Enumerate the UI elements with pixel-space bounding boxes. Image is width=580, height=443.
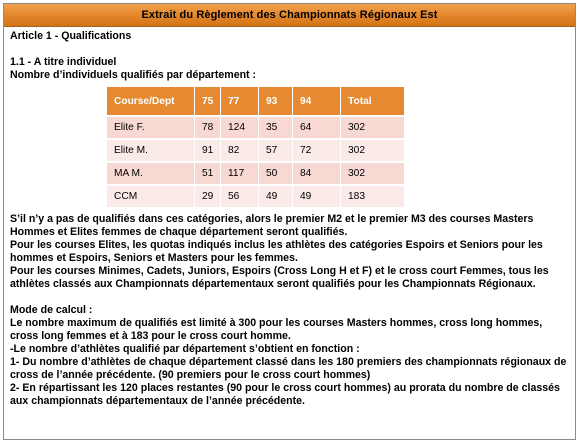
cell-75: 78	[195, 116, 221, 139]
cell-77: 56	[221, 185, 259, 207]
cell-total: 302	[341, 139, 405, 162]
calcul-max: Le nombre maximum de qualifiés est limité à 300 pour les courses Masters hommes, cross long hommes, cross long femmes et à 183 pour le cross court homme.	[10, 317, 543, 342]
cell-total: 302	[341, 116, 405, 139]
header-course: Course/Dept	[107, 87, 195, 116]
cell-75: 91	[195, 139, 221, 162]
table-row	[107, 116, 404, 139]
header-94: 94	[293, 87, 341, 116]
header-total: Total	[341, 87, 405, 116]
paragraph-minimes: Pour les courses Minimes, Cadets, Juniors, Espoirs (Cross Long H et F) et le cross court Femmes, tous les athlètes classés aux Championnats départementaux seront qualifiés pour les Championnats Régionaux.	[10, 265, 549, 290]
header-75: 75	[195, 87, 221, 116]
table-row	[107, 162, 404, 185]
cell-94: 72	[293, 139, 341, 162]
paragraph-elites: Pour les courses Elites, les quotas indiqués inclus les athlètes des catégories Espoirs et Seniors pour les hommes et Espoirs, Seniors et Masters pour les femmes.	[10, 239, 543, 264]
spacer	[10, 291, 569, 304]
cell-course: Elite M.	[107, 139, 195, 162]
cell-75: 29	[195, 185, 221, 207]
table-header-row	[107, 87, 404, 116]
header-77: 77	[221, 87, 259, 116]
calcul-rule-2: 2- En répartissant les 120 places restantes (90 pour le cross court hommes) au prorata du nombre de classés aux championnats départementaux de l’année précédente.	[10, 382, 560, 407]
table-row	[107, 185, 404, 207]
cell-course: Elite F.	[107, 116, 195, 139]
qualification-table	[107, 87, 404, 207]
cell-75: 51	[195, 162, 221, 185]
article-title: Article 1 - Qualifications	[10, 30, 132, 42]
calcul-title: Mode de calcul :	[10, 304, 93, 316]
cell-93: 35	[259, 116, 293, 139]
calcul-rule-1: 1- Du nombre d’athlètes de chaque département classé dans les 180 premiers des championnats régionaux de cross de l’année précédente. (90 premiers pour le cross court hommes)	[10, 356, 567, 381]
cell-93: 50	[259, 162, 293, 185]
cell-77: 124	[221, 116, 259, 139]
table-caption: Nombre d’individuels qualifiés par département :	[10, 69, 257, 81]
cell-course: CCM	[107, 185, 195, 207]
cell-94: 84	[293, 162, 341, 185]
header-93: 93	[259, 87, 293, 116]
cell-94: 49	[293, 185, 341, 207]
document-body	[4, 27, 575, 408]
page-banner: Extrait du Règlement des Championnats Régionaux Est	[4, 4, 575, 27]
cell-total: 183	[341, 185, 405, 207]
paragraph-no-qualified: S’il n’y a pas de qualifiés dans ces catégories, alors le premier M2 et le premier M3 des courses Masters Hommes et Elites femmes de chaque département seront qualifiés.	[10, 213, 534, 238]
cell-course: MA M.	[107, 162, 195, 185]
cell-94: 64	[293, 116, 341, 139]
document-page	[3, 3, 576, 440]
cell-77: 82	[221, 139, 259, 162]
section-heading: 1.1 - A titre individuel	[10, 56, 117, 68]
cell-total: 302	[341, 162, 405, 185]
cell-93: 57	[259, 139, 293, 162]
table-row	[107, 139, 404, 162]
cell-93: 49	[259, 185, 293, 207]
calcul-intro: -Le nombre d’athlètes qualifié par département s’obtient en fonction :	[10, 343, 360, 355]
cell-77: 117	[221, 162, 259, 185]
